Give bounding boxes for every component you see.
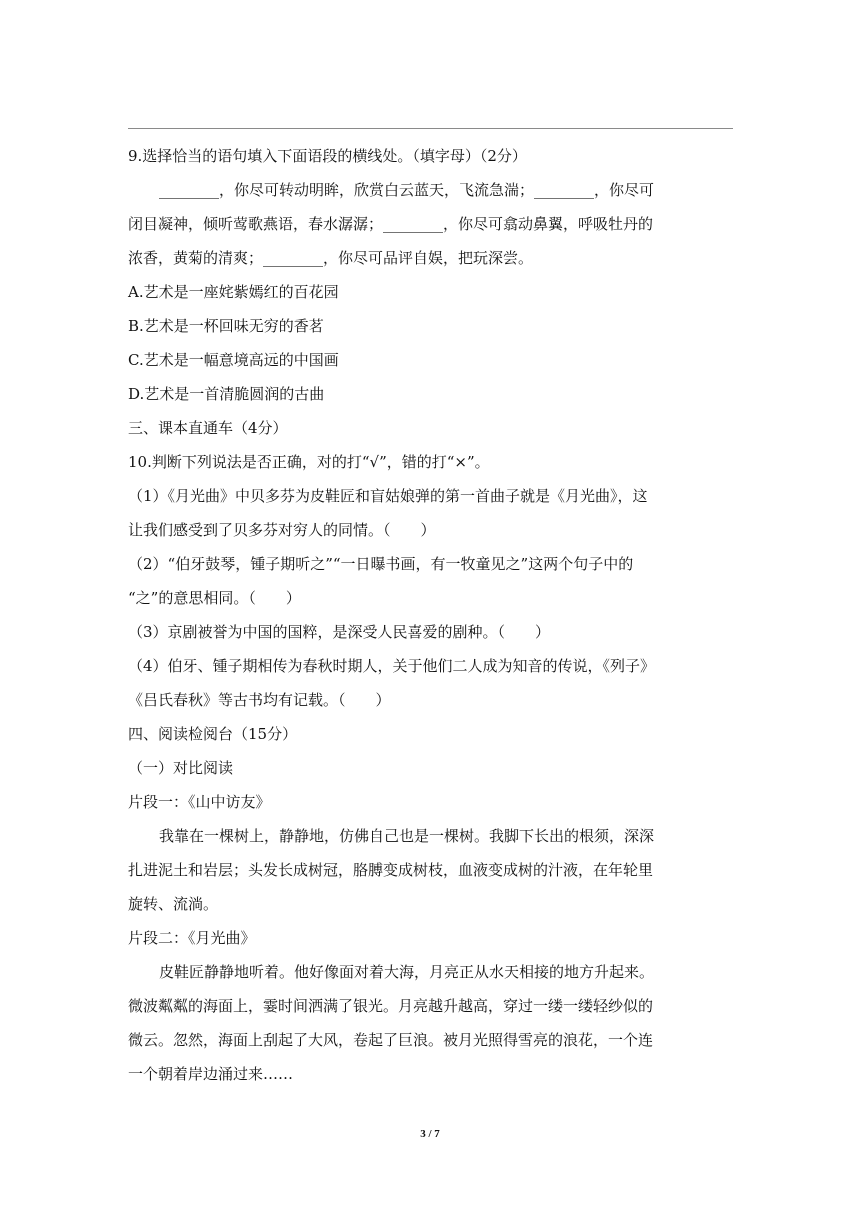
section-4-subheading: （一）对比阅读	[128, 759, 234, 777]
judgement-item-1-line-1: （1）《月光曲》中贝多芬为皮鞋匠和盲姑娘弹的第一首曲子就是《月光曲》，这	[128, 487, 648, 505]
judgement-item-2-line-2: “之”的意思相同。（ ）	[128, 589, 301, 607]
judgement-item-2-line-1: （2）“伯牙鼓琴，锺子期听之”“一日曝书画，有一牧童见之”这两个句子中的	[128, 555, 634, 573]
option-a: A.艺术是一座姹紫嫣红的百花园	[128, 283, 339, 301]
fragment-1-text-line: 旋转、流淌。	[128, 895, 219, 913]
header-rule	[128, 128, 733, 129]
question-9-passage-line: 浓香，黄菊的清爽；________，你尽可品评自娱，把玩深尝。	[128, 249, 534, 267]
question-9-passage-line: 闭目凝神，倾听莺歌燕语，春水潺潺；________，你尽可翕动鼻翼，呼吸牡丹的	[128, 215, 654, 233]
fragment-2-title: 片段二：《月光曲》	[128, 929, 256, 947]
option-c: C.艺术是一幅意境高远的中国画	[128, 351, 339, 369]
option-b: B.艺术是一杯回味无穷的香茗	[128, 317, 324, 335]
page-number: 3 / 7	[420, 1128, 440, 1140]
option-d: D.艺术是一首清脆圆润的古曲	[128, 385, 325, 403]
judgement-item-4-line-1: （4）伯牙、锺子期相传为春秋时期人，关于他们二人成为知音的传说，《列子》	[128, 657, 656, 675]
judgement-item-1-line-2: 让我们感受到了贝多芬对穷人的同情。（ ）	[128, 521, 436, 539]
fragment-2-text-line: 皮鞋匠静静地听着。他好像面对着大海，月亮正从水天相接的地方升起来。	[159, 963, 655, 981]
fragment-1-text-line: 扎进泥土和岩层；头发长成树冠，胳膊变成树枝，血液变成树的汁液，在年轮里	[128, 861, 654, 879]
fragment-2-text-line: 一个朝着岸边涌过来……	[128, 1065, 294, 1083]
question-9-passage-line: ________，你尽可转动明眸，欣赏白云蓝天，飞流急湍；________，你尽可	[159, 181, 655, 199]
judgement-item-3: （3）京剧被誉为中国的国粹，是深受人民喜爱的剧种。（ ）	[128, 623, 551, 641]
section-3-heading: 三、课本直通车（4分）	[128, 419, 288, 437]
fragment-1-text-line: 我靠在一棵树上，静静地，仿佛自己也是一棵树。我脚下长出的根须，深深	[159, 827, 655, 845]
fragment-2-text-line: 微波粼粼的海面上，霎时间洒满了银光。月亮越升越高，穿过一缕一缕轻纱似的	[128, 997, 654, 1015]
question-10-title: 10.判断下列说法是否正确，对的打“√”，错的打“×”。	[128, 453, 490, 471]
section-4-heading: 四、阅读检阅台（15分）	[128, 725, 298, 743]
document-body	[128, 139, 736, 1091]
question-9-title: 9.选择恰当的语句填入下面语段的横线处。（填字母）（2分）	[128, 147, 527, 165]
fragment-1-title: 片段一：《山中访友》	[128, 793, 271, 811]
judgement-item-4-line-2: 《吕氏春秋》等古书均有记载。（ ）	[128, 691, 391, 709]
fragment-2-text-line: 微云。忽然，海面上刮起了大风，卷起了巨浪。被月光照得雪亮的浪花，一个连	[128, 1031, 654, 1049]
